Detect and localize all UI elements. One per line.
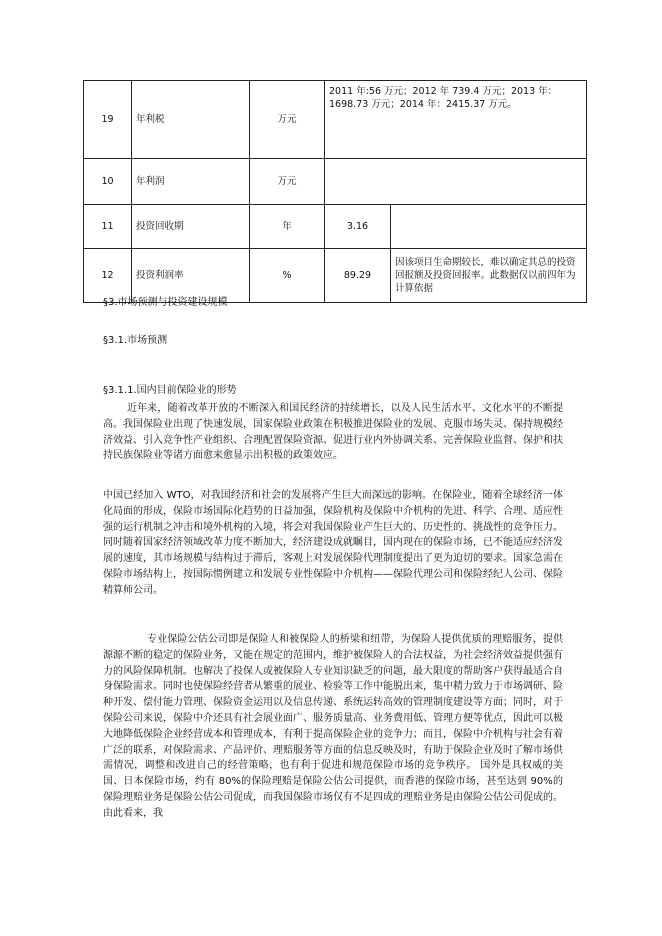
row-number: 10 <box>84 159 132 205</box>
row-unit: 万元 <box>250 159 325 205</box>
row-value: 3.16 <box>325 205 391 249</box>
row-number: 19 <box>84 81 132 159</box>
row-note <box>391 205 587 249</box>
row-item: 投资回收期 <box>132 205 250 249</box>
table-row <box>84 205 587 249</box>
row-item: 年利润 <box>132 159 250 205</box>
row-item: 年利税 <box>132 81 250 159</box>
table-row <box>84 249 587 303</box>
row-note: 2011 年:56 万元；2012 年 739.4 万元；2013 年：1698.73 万元；2014 年：2415.37 万元。 <box>325 81 587 159</box>
paragraph-wto-impact: 中国已经加入 WTO，对我国经济和社会的发展将产生巨大而深远的影响。在保险业，随着全球经济一体化局面的形成，保险市场国际化趋势的日益加强，保险机构及保险中介机构的先进、科学、合理、适应性强的运行机制之冲击和境外机构的入境，将会对我国保险业产生巨大的、历史性的、挑战性的竞争压力。同时随着国家经济领域改革力度不断加大，经济建设成就瞩目，国内现在的保险市场，已不能适应经济发展的速度，其市场规模与结构过于滞后，客观上对发展保险代理制度提出了更为迫切的要求。国家急需在保险市场结构上，按国际惯例建立和发展专业性保险中介机构——保险代理公司和保险经纪人公司、保险精算师公司。 <box>103 490 563 596</box>
row-value: 89.29 <box>325 249 391 303</box>
row-number: 11 <box>84 205 132 249</box>
section-heading-3: §3.市场预测与投资建设规模 <box>103 297 228 308</box>
section-heading-3-1-1: §3.1.1.国内目前保险业的形势 <box>103 385 237 396</box>
table-row <box>84 81 587 159</box>
row-unit: 年 <box>250 205 325 249</box>
row-unit: % <box>250 249 325 303</box>
table-row <box>84 159 587 205</box>
row-item: 投资利润率 <box>132 249 250 303</box>
paragraph-assessment-company: 专业保险公估公司即是保险人和被保险人的桥梁和纽带，为保险人提供优质的理赔服务，提供源源不断的稳定的保险业务，又能在规定的范围内，维护被保险人的合法权益，为社会经济效益提供强有力的风险保障机制。也解决了投保人或被保险人专业知识缺乏的问题，最大限度的帮助客户获得最适合自身保险需求。同时也使保险经营者从繁重的展业、检验等工作中能脱出来，集中精力致力于市场调研、险种开发、偿付能力管理、保险资金运用以及信息传递、系统运转高效的管理制度建设等方面；同时，对于保险公司来说，保险中介还具有社会展业面广、服务质量高、业务费用低、管理方便等优点，因此可以极大地降低保险企业经营成本和管理成本，有利于提高保险企业的竞争力；而且，保险中介机构与社会有着广泛的联系，对保险需求、产品评价、理赔服务等方面的信息反映及时，有助于保险企业及时了解市场供需情况，调整和改进自己的经营策略，也有利于促进和规范保险市场的竞争秩序。 国外是具权威的美国、日本保险市场，约有 80%的保险理赔是保险公估公司提供，而香港的保险市场，甚至达到 90%的保险理赔业务是保险公估公司促成，而我国保险市场仅有不足四成的理赔业务是由保险公估公司促成的。由此看来，我 <box>103 634 563 819</box>
row-number: 12 <box>84 249 132 303</box>
paragraph-industry-growth: 近年来，随着改革开放的不断深入和国民经济的持续增长，以及人民生活水平、文化水平的不断提高。我国保险业出现了快速发展，国家保险业政策在积极推进保险业的发展、克服市场失灵、保持规模经济效益、引入竞争性产业组织、合理配置保险资源、促进行业内外协调关系、完善保险业监督、保护和扶持民族保险业等诸方面愈来愈显示出积极的政策效应。 <box>103 403 563 462</box>
section-heading-3-1: §3.1.市场预测 <box>103 335 168 346</box>
row-note: 因该项目生命期较长，难以确定其总的投资 回报额及投资回报率。此数据仅以前四年为计算依据 <box>391 249 587 303</box>
row-note <box>325 159 587 205</box>
row-unit: 万元 <box>250 81 325 159</box>
project-indicator-table <box>83 80 587 303</box>
